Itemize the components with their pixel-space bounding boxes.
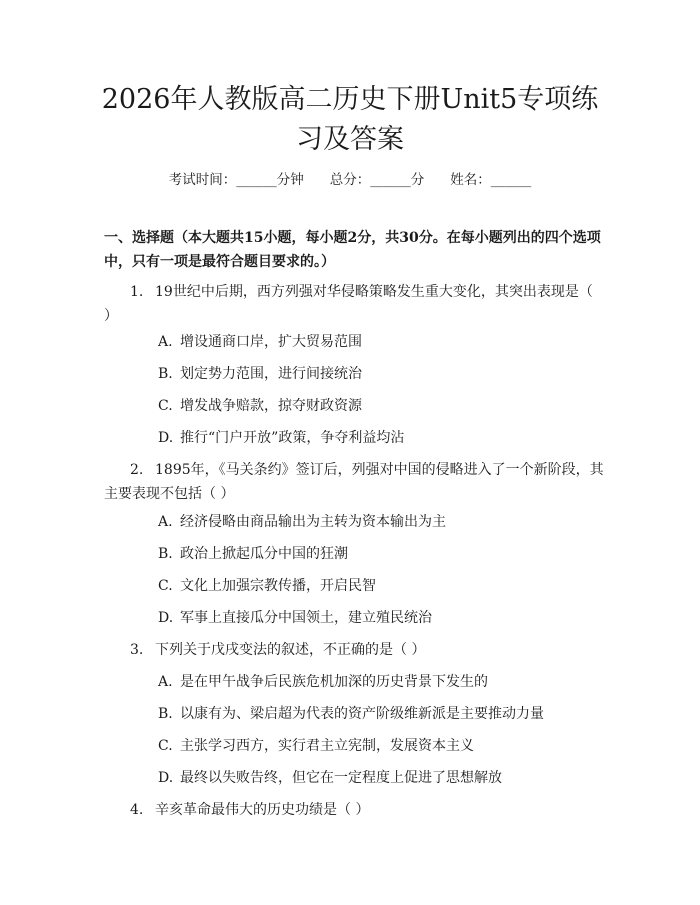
option-letter: B. <box>158 366 173 382</box>
question-2-option-d <box>158 606 598 630</box>
option-text: 最终以失败告终，但它在一定程度上促进了思想解放 <box>180 770 502 786</box>
option-text: 军事上直接瓜分中国领土，建立殖民统治 <box>180 610 432 626</box>
exam-time-field: 考试时间：______分钟 <box>168 172 304 188</box>
option-text: 是在甲午战争后民族危机加深的历史背景下发生的 <box>180 674 488 690</box>
option-letter: A. <box>158 514 173 530</box>
option-letter: D. <box>158 770 174 786</box>
question-4 <box>104 798 604 822</box>
option-letter: C. <box>158 738 173 754</box>
option-letter: C. <box>158 398 173 414</box>
question-3 <box>104 638 604 662</box>
option-text: 经济侵略由商品输出为主转为资本输出为主 <box>180 514 446 530</box>
question-stem: 辛亥革命最伟大的历史功绩是（ ） <box>155 802 370 818</box>
question-1-option-c <box>158 394 598 418</box>
total-score-field: 总分：______分 <box>329 172 425 188</box>
exam-meta <box>0 168 700 188</box>
question-3-option-b <box>158 702 598 726</box>
option-text: 政治上掀起瓜分中国的狂潮 <box>180 546 348 562</box>
question-1 <box>104 280 604 328</box>
question-number: 4. <box>130 802 144 818</box>
option-letter: D. <box>158 430 174 446</box>
option-text: 增发战争赔款，掠夺财政资源 <box>180 398 362 414</box>
question-1-option-b <box>158 362 598 386</box>
option-letter: A. <box>158 334 173 350</box>
question-stem: 1895年，《马关条约》签订后，列强对中国的侵略进入了一个新阶段，其主要表现不包括（ ） <box>104 462 604 502</box>
question-1-option-a <box>158 330 598 354</box>
question-3-option-a <box>158 670 598 694</box>
option-text: 推行“门户开放”政策，争夺利益均沾 <box>180 430 405 446</box>
question-3-option-d <box>158 766 598 790</box>
option-text: 主张学习西方，实行君主立宪制，发展资本主义 <box>180 738 474 754</box>
question-stem: 19世纪中后期，西方列强对华侵略策略发生重大变化，其突出表现是（ ） <box>104 284 593 324</box>
option-text: 划定势力范围，进行间接统治 <box>180 366 362 382</box>
option-text: 以康有为、梁启超为代表的资产阶级维新派是主要推动力量 <box>180 706 544 722</box>
option-text: 文化上加强宗教传播，开启民智 <box>180 578 376 594</box>
page-title: 2026年人教版高二历史下册Unit5专项练习及答案 <box>101 84 599 155</box>
option-letter: A. <box>158 674 173 690</box>
question-number: 3. <box>130 642 144 658</box>
question-2 <box>104 458 604 506</box>
section-heading: 一、选择题（本大题共15小题，每小题2分，共30分。在每小题列出的四个选项中，只有一项是最符合题目要求的。） <box>104 230 601 270</box>
question-2-option-c <box>158 574 598 598</box>
question-number: 1. <box>130 284 144 300</box>
question-1-option-d <box>158 426 598 450</box>
student-name-field: 姓名：______ <box>450 172 532 188</box>
option-text: 增设通商口岸，扩大贸易范围 <box>180 334 362 350</box>
question-2-option-b <box>158 542 598 566</box>
question-3-option-c <box>158 734 598 758</box>
option-letter: B. <box>158 546 173 562</box>
option-letter: C. <box>158 578 173 594</box>
question-2-option-a <box>158 510 598 534</box>
option-letter: D. <box>158 610 174 626</box>
question-number: 2. <box>130 462 144 478</box>
question-stem: 下列关于戊戌变法的叙述，不正确的是（ ） <box>155 642 426 658</box>
option-letter: B. <box>158 706 173 722</box>
